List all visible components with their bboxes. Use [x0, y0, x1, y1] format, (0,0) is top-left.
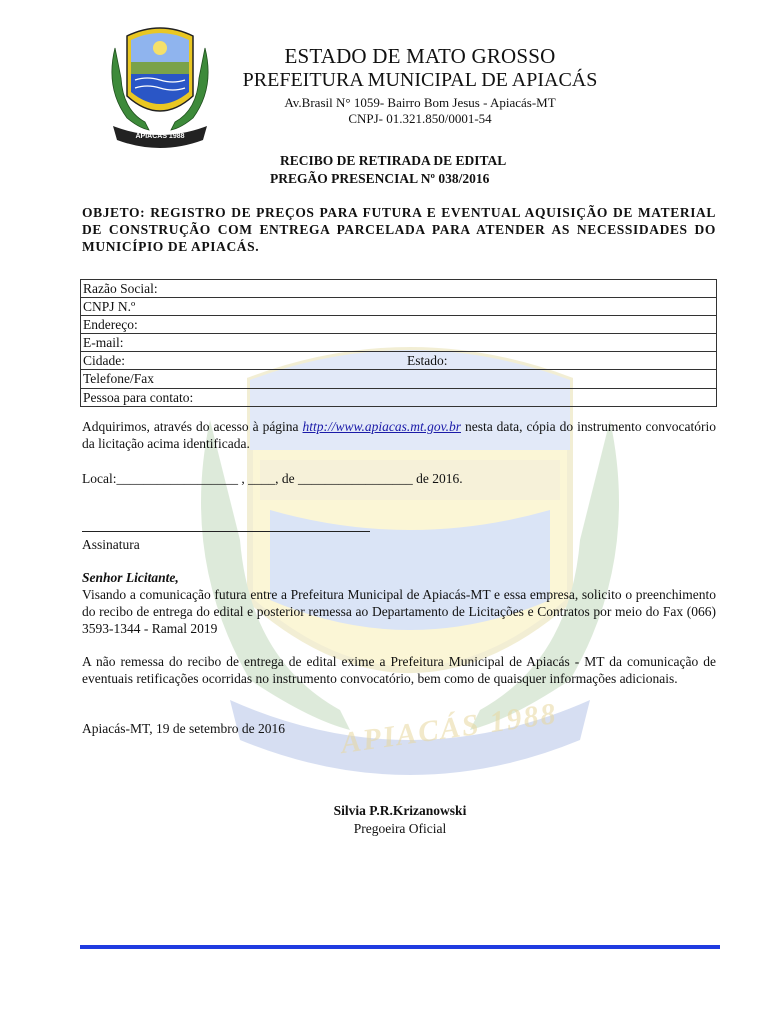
signature-label: Assinatura — [82, 537, 140, 552]
prefecture-cnpj: CNPJ- 01.321.850/0001-54 — [348, 111, 492, 126]
title-line-1: RECIBO DE RETIRADA DE EDITAL — [280, 153, 507, 168]
signature-line — [82, 531, 370, 532]
prefecture-address: Av.Brasil N° 1059- Bairro Bom Jesus - Apiacás-MT — [284, 95, 556, 110]
cidade-label: Cidade: — [83, 353, 125, 369]
footer-rule — [80, 945, 720, 949]
document-title — [270, 152, 506, 188]
company-info-form — [80, 279, 717, 407]
salutation: Senhor Licitante, — [82, 570, 179, 585]
pessoa-label: Pessoa para contato: — [83, 389, 194, 405]
signer-block — [270, 802, 530, 838]
municipal-crest-icon — [105, 18, 215, 153]
acquired-text-after: nesta data, cópia do instrumento convocatório da licitação acima identificada. — [82, 419, 716, 451]
cnpj-label: CNPJ N.º — [83, 299, 136, 315]
form-row-endereco[interactable] — [81, 316, 716, 334]
signer-name: Silvia P.R.Krizanowski — [333, 803, 467, 818]
document-header — [210, 44, 630, 127]
prefecture-name: PREFEITURA MUNICIPAL DE APIACÁS — [242, 69, 598, 91]
communication-paragraph: Visando a comunicação futura entre a Prefeitura Municipal de Apiacás-MT e essa empresa, solicito o preenchimento do recibo de entrega do edital e posterior remessa ao Departamento de Licitações e Contratos por meio do Fax (066) 3593-1344 - Ramal 2019 — [82, 587, 716, 636]
endereco-label: Endereço: — [83, 317, 138, 333]
date-line: Apiacás-MT, 19 de setembro de 2016 — [82, 721, 285, 736]
local-date-line: Local:__________________ , ____, de _________________ de 2016. — [82, 471, 463, 486]
form-row-razao-social[interactable] — [81, 280, 716, 298]
objeto-paragraph: OBJETO: REGISTRO DE PREÇOS PARA FUTURA E EVENTUAL AQUISIÇÃO DE MATERIAL DE CONSTRUÇÃO COM ENTREGA PARCELADA PARA ATENDER AS NECESSIDADES DO MUNICÍPIO DE APIACÁS. — [82, 205, 716, 254]
form-row-cnpj[interactable] — [81, 298, 716, 316]
form-row-email[interactable] — [81, 334, 716, 352]
watermark-ribbon-text: APIACÁS 1988 — [338, 696, 560, 761]
title-line-2: PREGÃO PRESENCIAL Nº 038/2016 — [270, 171, 490, 186]
acquired-text-before: Adquirimos, através do acesso à página — [82, 419, 303, 434]
acquired-paragraph — [82, 418, 716, 452]
telefone-label: Telefone/Fax — [83, 371, 155, 387]
razao-social-label: Razão Social: — [83, 281, 158, 296]
form-row-pessoa[interactable] — [81, 389, 716, 406]
form-row-cidade[interactable] — [81, 352, 716, 370]
crest-ribbon-text: APIACÁS 1988 — [135, 133, 185, 140]
signer-role: Pregoeira Oficial — [353, 821, 447, 836]
notice-paragraph: A não remessa do recibo de entrega de edital exime a Prefeitura Municipal de Apiacás - MT da comunicação de eventuais retificações ocorridas no instrumento convocatório, bem como de quaisquer informações adicionais. — [82, 654, 716, 686]
email-label: E-mail: — [83, 335, 124, 351]
form-row-telefone[interactable] — [81, 370, 716, 388]
website-link[interactable]: http://www.apiacas.mt.gov.br — [302, 419, 461, 434]
state-name: ESTADO DE MATO GROSSO — [284, 44, 556, 68]
estado-label: Estado: — [407, 353, 448, 369]
